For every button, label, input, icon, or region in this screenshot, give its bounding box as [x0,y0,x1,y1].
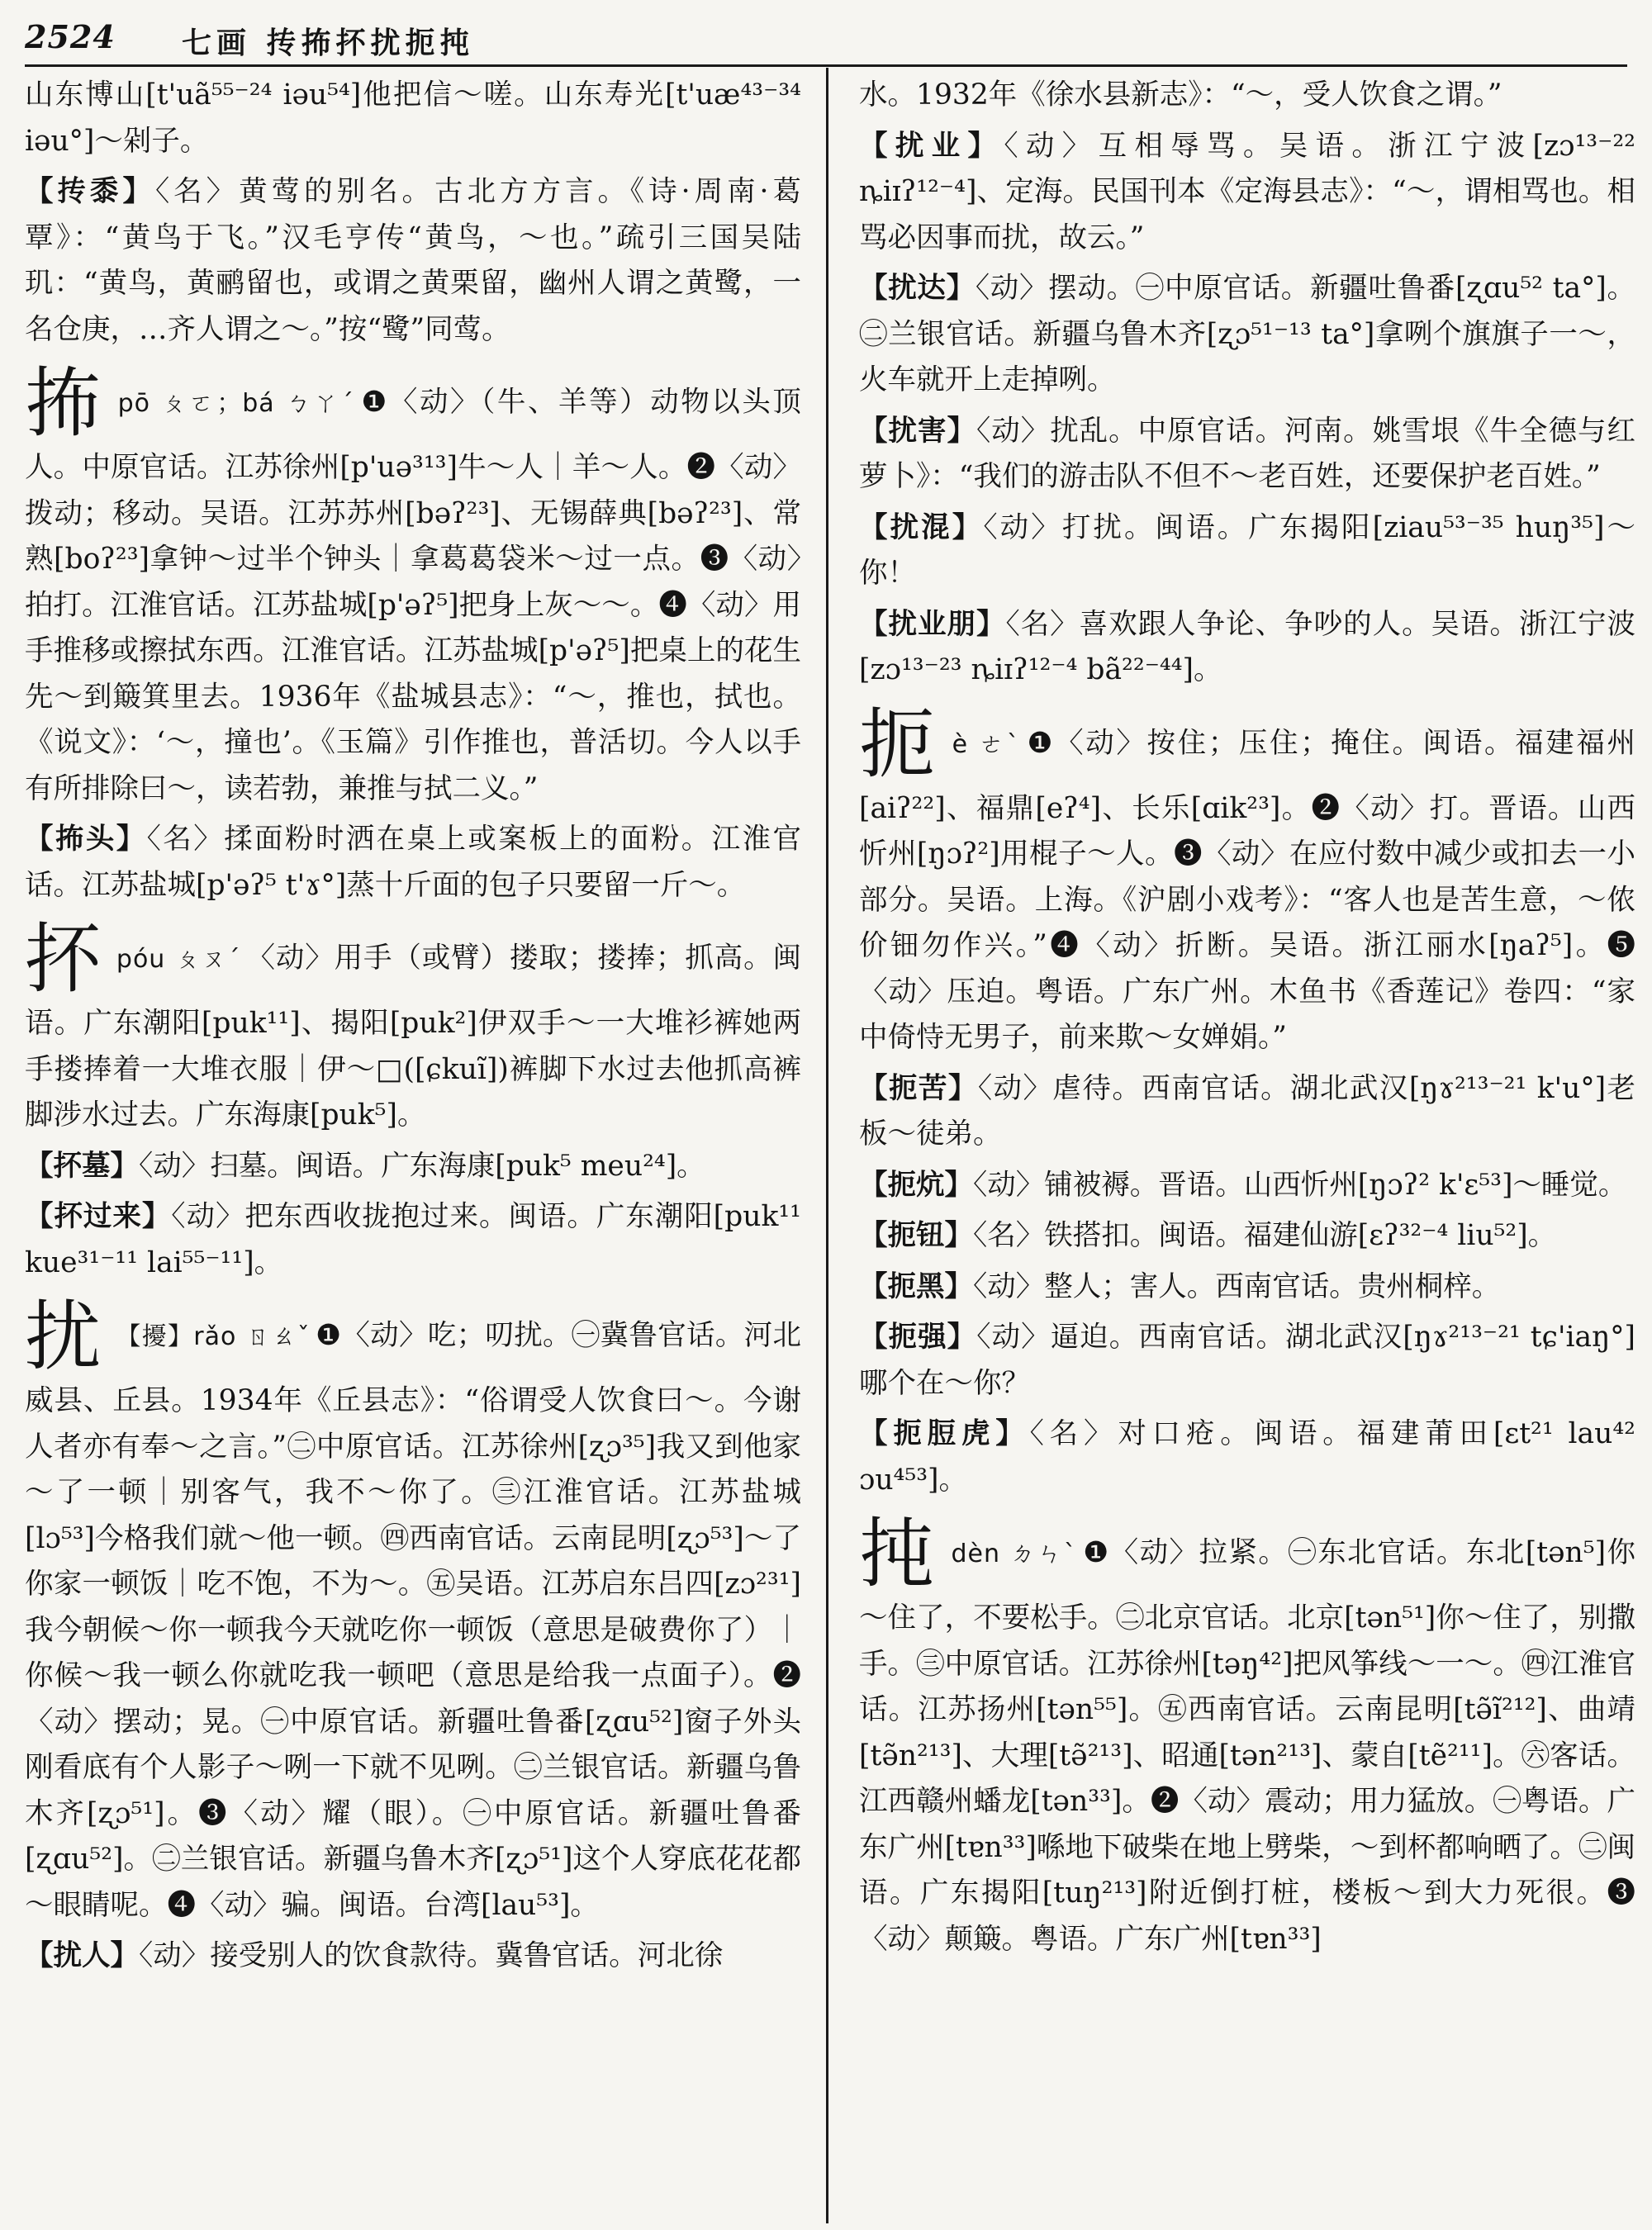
dictionary-entry [859,1412,1635,1503]
dictionary-entry [25,1194,801,1286]
entry-text: ❶〈动〉拉紧。㊀东北官话。东北[tən⁵]你～住了，不要松手。㊁北京官话。北京[tən⁵¹]你～住了，别撒手。㊂中原官话。江苏徐州[təŋ⁴²]把风筝线～一～。㊃江淮官话。江苏扬州[tən⁵⁵]。㊄西南官话。云南昆明[tə̃ĩ²¹²]、曲靖[tə̃n²¹³]、大理[tə̃²¹³]、昭通[tən²¹³]、蒙自[tẽ²¹¹]。㊅客话。江西赣州蟠龙[tən³³]。❷〈动〉震动；用力猛放。㊀粤语。广东广州[tɐn³³]喺地下破柴在地上劈柴，～到杯都响晒了。㊁闽语。广东揭阳[tuŋ²¹³]附近倒打桩，楼板～到大力死很。❸〈动〉颠簸。粤语。广东广州[tɐn³³] [859,1536,1635,1956]
headword-entry [25,1293,801,1929]
entry-text: ❶〈动〉吃；叨扰。㊀冀鲁官话。河北威县、丘县。1934年《丘县志》：“俗谓受人饮食曰～。今谢人者亦有奉～之言。”㊁中原官话。江苏徐州[ʐɔ³⁵]我又到他家～了一顿｜别客气，我不～你了。㊂江淮官话。江苏盐城[lɔ⁵³]今格我们就～他一顿。㊃西南官话。云南昆明[ʐɔ⁵³]～了你家一顿饭｜吃不饱，不为～。㊄吴语。江苏启东吕四[zɔ²³¹]我今朝候～你一顿我今天就吃你一顿饭（意思是破费你了）｜你候～我一顿么你就吃我一顿吧（意思是给我一点面子）。❷〈动〉摆动；晃。㊀中原官话。新疆吐鲁番[ʐɑu⁵²]窗子外头刚看底有个人影子～咧一下就不见咧。㊁兰银官话。新疆乌鲁木齐[ʐɔ⁵¹]。❸〈动〉耀（眼）。㊀中原官话。新疆吐鲁番[ʐɑu⁵²]。㊁兰银官话。新疆乌鲁木齐[ʐɔ⁵¹]这个人穿底花花都～眼睛呢。❹〈动〉骗。闽语。台湾[lau⁵³]。 [25,1319,801,1922]
dictionary-entry [25,1933,801,1980]
dictionary-entry [859,1264,1635,1311]
headword-entry [859,1510,1635,1962]
entry-text: 〈动〉虐待。西南官话。湖北武汉[ŋɤ²¹³⁻²¹ k'u°]老板～徒弟。 [859,1071,1636,1151]
dictionary-entry [859,409,1635,501]
entry-term: 【抪头】 [25,823,147,856]
headword-pronunciation: è ㄜˋ [952,729,1023,759]
entry-term: 【抔过来】 [25,1200,172,1233]
header-rule [25,64,1627,67]
dictionary-entry [859,124,1635,262]
dictionary-entry [859,1213,1635,1260]
entry-text: 〈名〉揉面粉时洒在桌上或案板上的面粉。江淮官话。江苏盐城[p'əʔ⁵ t'ɤ°]蒸十斤面的包子只要留一斤～。 [25,823,801,902]
dictionary-entry [859,266,1635,404]
entry-text: 〈名〉黄莺的别名。古北方方言。《诗·周南·葛覃》：“黄鸟于飞。”汉毛亨传“黄鸟，～也。”疏引三国吴陆玑：“黄鸟，黄鹂留也，或谓之黄栗留，幽州人谓之黄鹭，一名仓庚，…齐人谓之～。”按“鹭”同莺。 [25,175,802,346]
headword-character: 扽 [859,1510,937,1598]
entry-text: 〈动〉铺被褥。晋语。山西忻州[ŋɔʔ² k'ɛ⁵³]～睡觉。 [973,1168,1627,1202]
dictionary-entry [25,169,801,353]
headword-pronunciation: dèn ㄉㄣˋ [951,1540,1079,1568]
section-title: 七画 抟抪抔扰扼扽 [182,26,475,60]
entry-text: 〈动〉摆动。㊀中原官话。新疆吐鲁番[ʐɑu⁵² ta°]。㊁兰银官话。新疆乌鲁木齐[ʐɔ⁵¹⁻¹³ ta°]拿咧个旗旗子一～，火车就开上走掉咧。 [859,272,1636,396]
entry-text: 〈动〉扫墓。闽语。广东海康[puk⁵ meu²⁴]。 [139,1149,705,1183]
entry-term: 【扼强】 [859,1321,977,1354]
entry-continuation: 水。1932年《徐水县新志》：“～，受人饮食之谓。” [859,78,1502,112]
entry-text: 〈动〉把东西收拢抱过来。闽语。广东潮阳[puk¹¹ kue³¹⁻¹¹ lai⁵⁵⁻¹¹]。 [25,1200,802,1279]
page-number: 2524 [25,18,116,55]
dictionary-entry [859,602,1635,694]
entry-term: 【扼钮】 [859,1219,973,1252]
headword-pronunciation: 【擾】rǎo ㄖㄠˇ [116,1322,311,1351]
entry-text: 〈动〉接受别人的饮食款待。冀鲁官话。河北徐 [139,1939,724,1972]
entry-text: 〈动〉互相辱骂。吴语。浙江宁波[zɔ¹³⁻²² ȵiɪʔ¹²⁻⁴]、定海。民国刊本《定海县志》：“～，谓相骂也。相骂必因事而扰，故云。” [859,129,1636,254]
entry-text: 〈名〉对口疮。闽语。福建莆田[ɛt²¹ lau⁴² ɔu⁴⁵³]。 [859,1417,1635,1497]
entry-term: 【扰混】 [859,510,984,544]
entry-term: 【扰害】 [859,414,976,448]
headword-pronunciation: pō ㄆㄛ；bá ㄅㄚˊ [117,389,357,418]
entry-text: 〈名〉铁搭扣。闽语。福建仙游[ɛʔ³²⁻⁴ liu⁵²]。 [973,1219,1557,1252]
headword-character: 抪 [25,359,103,448]
entry-text: 〈动〉用手（或臂）搂取；搂捧；抓高。闽语。广东潮阳[puk¹¹]、揭阳[puk²]伊双手～一大堆衫裤她两手搂捧着一大堆衣服｜伊～□([ɕkuĩ])裤脚下水过去他抓高裤脚涉水过去。广东海康[puk⁵]。 [25,942,802,1132]
headword-character: 抔 [25,915,102,1004]
entry-continuation: 山东博山[t'uã⁵⁵⁻²⁴ iəu⁵⁴]他把信～嗟。山东寿光[t'uæ⁴³⁻³⁴ iəu°]～剁子。 [25,78,801,158]
entry-text: 〈动〉扰乱。中原官话。河南。姚雪垠《牛全德与红萝卜》：“我们的游击队不但不～老百姓，还要保护老百姓。” [859,414,1636,493]
dictionary-entry [859,1066,1635,1158]
entry-term: 【扰业】 [859,129,1004,163]
entry-text: 〈动〉逼迫。西南官话。湖北武汉[ŋɤ²¹³⁻²¹ tɕ'iaŋ°]哪个在～你？ [859,1321,1635,1400]
headword-pronunciation: póu ㄆㄡˊ [116,945,242,974]
entry-term: 【抟黍】 [25,175,155,208]
entry-text: 〈名〉喜欢跟人争论、争吵的人。吴语。浙江宁波[zɔ¹³⁻²³ ȵiɪʔ¹²⁻⁴ bã²²⁻⁴⁴]。 [859,607,1635,686]
entry-term: 【扰达】 [859,272,976,305]
entry-text: 〈动〉整人；害人。西南官话。贵州桐梓。 [973,1269,1501,1303]
entry-term: 【抔墓】 [25,1149,139,1183]
dictionary-entry [859,1315,1635,1407]
entry-text: ❶〈动〉（牛、羊等）动物以头顶人。中原官话。江苏徐州[p'uə³¹³]牛～人｜羊～人。❷〈动〉拨动；移动。吴语。江苏苏州[bəʔ²³]、无锡薛典[bəʔ²³]、常熟[boʔ²³]拿钟～过半个钟头｜拿葛葛袋米～过一点。❸〈动〉拍打。江淮官话。江苏盐城[p'əʔ⁵]把身上灰～～。❹〈动〉用手推移或擦拭东西。江淮官话。江苏盐城[p'əʔ⁵]把桌上的花生先～到簸箕里去。1936年《盐城县志》：“～，推也，拭也。《说文》：‘～，撞也’。《玉篇》引作推也，普活切。今人以手有所排除曰～，读若勃，兼推与拭二义。” [25,386,801,805]
right-column [859,73,1635,1962]
page-header [25,15,1627,64]
entry-term: 【扼脰虎】 [859,1417,1030,1450]
entry-term: 【扰人】 [25,1939,139,1972]
left-column [25,73,801,1980]
entry-text: 〈动〉打扰。闽语。广东揭阳[ziau⁵³⁻³⁵ huŋ³⁵]～你！ [859,510,1636,590]
headword-character: 扰 [25,1293,102,1381]
dictionary-entry [859,505,1635,597]
headword-entry [25,359,801,812]
headword-entry [25,915,802,1139]
column-divider [826,68,828,2223]
headword-entry [859,700,1635,1061]
entry-text: ❶〈动〉按住；压住；掩住。闽语。福建福州[aiʔ²²]、福鼎[eʔ⁴]、长乐[ɑik²³]。❷〈动〉打。晋语。山西忻州[ŋɔʔ²]用棍子～人。❸〈动〉在应付数中减少或扣去一小部分。吴语。上海。《沪剧小戏考》：“客人也是苦生意，～侬价钿勿作兴。”❹〈动〉折断。吴语。浙江丽水[ŋaʔ⁵]。❺〈动〉压迫。粤语。广东广州。木鱼书《香莲记》卷四：“家中倚恃无男子，前来欺～女婵娟。” [859,726,1635,1054]
entry-term: 【扼黑】 [859,1269,973,1303]
entry-term: 【扼炕】 [859,1168,973,1202]
dictionary-entry [25,817,801,909]
headword-character: 扼 [859,700,938,789]
dictionary-entry [859,1163,1635,1209]
entry-term: 【扼苦】 [859,1071,978,1105]
entry-term: 【扰业朋】 [859,607,1006,641]
dictionary-entry [25,1144,801,1190]
